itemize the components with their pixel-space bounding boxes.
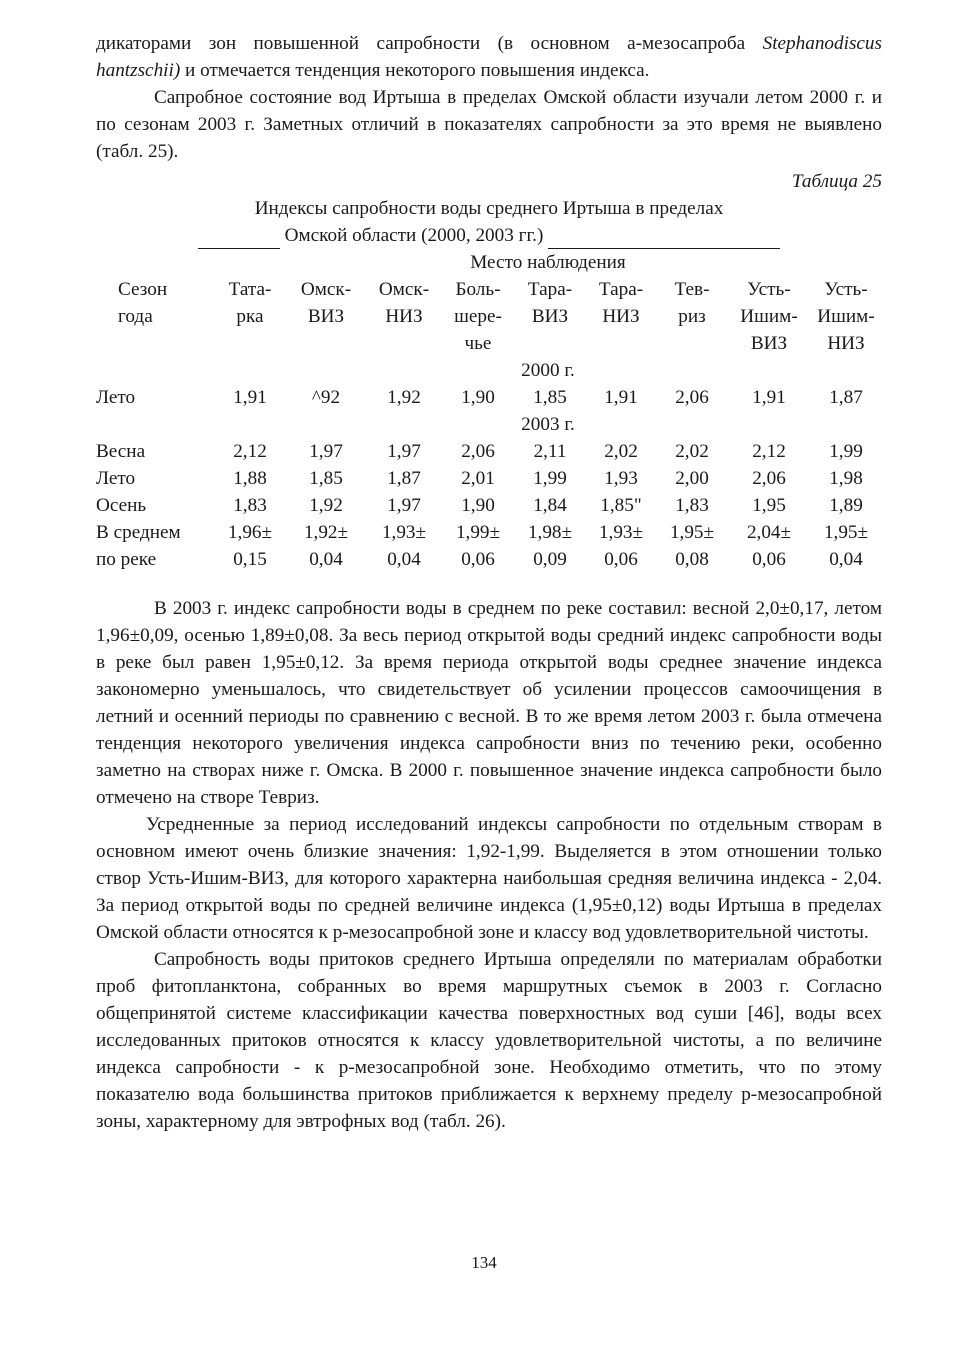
spacer bbox=[96, 573, 882, 595]
avg-value: 1,95± bbox=[823, 522, 869, 543]
table-row bbox=[96, 465, 882, 492]
table-cell: 1,95 bbox=[752, 495, 786, 516]
table-cell: 1,91 bbox=[233, 387, 267, 408]
avg-error: 0,06 bbox=[752, 549, 786, 570]
col-header-tara-niz: Тара- НИЗ bbox=[598, 279, 644, 327]
avg-value: 1,98± bbox=[527, 522, 573, 543]
table-cell: 1,85" bbox=[600, 495, 642, 516]
avg-error: 0,15 bbox=[233, 549, 267, 570]
table-header-columns-row bbox=[96, 276, 882, 357]
table-cell bbox=[442, 519, 514, 573]
title-underline-left bbox=[198, 227, 280, 249]
table-cell bbox=[286, 519, 366, 573]
table-cell: 1,90 bbox=[461, 495, 495, 516]
intro-text-2: и отмечается тенденция некоторого повышения индекса. bbox=[180, 60, 650, 81]
avg-value: 1,95± bbox=[669, 522, 715, 543]
avg-error: 0,04 bbox=[387, 549, 421, 570]
table-cell: 1,88 bbox=[233, 468, 267, 489]
col-header-omsk-niz: Омск- НИЗ bbox=[378, 279, 430, 327]
table-cell bbox=[514, 519, 586, 573]
average-label-line2: по реке bbox=[96, 549, 157, 570]
table-cell: 1,83 bbox=[233, 495, 267, 516]
col-header-tara-viz: Тара- ВИЗ bbox=[527, 279, 573, 327]
table-cell: 1,89 bbox=[829, 495, 863, 516]
year-2000-label: 2000 г. bbox=[521, 360, 575, 381]
table-cell: 1,90 bbox=[461, 387, 495, 408]
place-header: Место наблюдения bbox=[470, 252, 626, 273]
table-cell: 1,83 bbox=[675, 495, 709, 516]
table-cell: 2,12 bbox=[233, 441, 267, 462]
col-header-ust-ishim-viz: Усть- Ишим- ВИЗ bbox=[740, 279, 798, 354]
table-cell: 2,06 bbox=[461, 441, 495, 462]
table-cell: 1,99 bbox=[533, 468, 567, 489]
avg-value: 1,92± bbox=[303, 522, 349, 543]
table-cell bbox=[728, 519, 810, 573]
table-cell: 1,97 bbox=[309, 441, 343, 462]
intro-paragraph bbox=[96, 30, 882, 84]
table-cell: 1,92 bbox=[387, 387, 421, 408]
title-underline-right bbox=[548, 227, 780, 249]
avg-value: 1,96± bbox=[227, 522, 273, 543]
table-cell: 1,91 bbox=[752, 387, 786, 408]
table-row bbox=[96, 438, 882, 465]
table-row-average bbox=[96, 519, 882, 573]
table-title-line1: Индексы сапробности воды среднего Иртыша в пределах bbox=[254, 198, 724, 219]
col-header-ust-ishim-niz: Усть- Ишим- НИЗ bbox=[817, 279, 875, 354]
season-label: Лето bbox=[96, 468, 136, 489]
avg-error: 0,08 bbox=[675, 549, 709, 570]
table-cell: 2,11 bbox=[533, 441, 567, 462]
page-content bbox=[96, 30, 882, 1135]
paragraph-averaged-indices: Усредненные за период исследований индексы сапробности по отдельным створам в основном имеют очень близкие значения: 1,92-1,99. Выделяется в этом отношении только створ Усть-Ишим-ВИЗ, для которого характерна наибольшая средняя величина индекса - 2,04. За период открытой воды по средней величине индекса (1,95±0,12) воды Иртыша в пределах Омской области относятся к р-мезосапробной зоне и классу вод удовлетворительной чистоты. bbox=[96, 814, 882, 943]
table-cell: 2,02 bbox=[604, 441, 638, 462]
col-header-tatarka: Тата- рка bbox=[228, 279, 272, 327]
table-cell bbox=[810, 519, 882, 573]
table-cell: 2,01 bbox=[461, 468, 495, 489]
table-header-place-row bbox=[96, 249, 882, 276]
table-cell: 1,93 bbox=[604, 468, 638, 489]
table-cell: 2,06 bbox=[675, 387, 709, 408]
col-header-omsk-viz: Омск- ВИЗ bbox=[300, 279, 352, 327]
table-cell bbox=[366, 519, 442, 573]
table-row bbox=[96, 384, 882, 411]
table-cell: 1,85 bbox=[309, 468, 343, 489]
table-cell: 1,97 bbox=[387, 441, 421, 462]
avg-error: 0,06 bbox=[461, 549, 495, 570]
avg-value: 2,04± bbox=[746, 522, 792, 543]
paragraph-saprobic-state: Сапробное состояние вод Иртыша в пределах Омской области изучали летом 2000 г. и по сезонам 2003 г. Заметных отличий в показателях сапробности за это время не выявлено (табл. 25). bbox=[96, 87, 882, 162]
table-title bbox=[96, 195, 882, 249]
intro-text-1: дикаторами зон повышенной сапробности (в основном а-мезосапроба bbox=[96, 33, 763, 54]
season-header: Сезон года bbox=[118, 279, 168, 327]
table-cell: ^92 bbox=[311, 387, 341, 408]
table-row bbox=[96, 492, 882, 519]
table-cell: 1,92 bbox=[309, 495, 343, 516]
avg-value: 1,93± bbox=[381, 522, 427, 543]
season-label: Осень bbox=[96, 495, 147, 516]
table-cell bbox=[214, 519, 286, 573]
table-cell: 1,87 bbox=[387, 468, 421, 489]
table-title-line2: Омской области (2000, 2003 гг.) bbox=[284, 225, 544, 246]
season-label: Лето bbox=[96, 387, 136, 408]
average-label bbox=[96, 519, 214, 573]
average-label-line1: В среднем bbox=[96, 522, 181, 543]
season-label: Весна bbox=[96, 441, 146, 462]
table-cell: 1,98 bbox=[829, 468, 863, 489]
table-cell: 1,85 bbox=[533, 387, 567, 408]
saprobity-table bbox=[96, 249, 882, 573]
table-cell bbox=[656, 519, 728, 573]
avg-value: 1,99± bbox=[455, 522, 501, 543]
col-header-bolsherechye: Боль- шере- чье bbox=[454, 279, 502, 354]
species-name: Stephanodiscus hantzschii) bbox=[96, 33, 882, 81]
col-header-tevriz: Тев- риз bbox=[674, 279, 710, 327]
table-cell bbox=[586, 519, 656, 573]
table-cell: 1,99 bbox=[829, 441, 863, 462]
table-cell: 1,97 bbox=[387, 495, 421, 516]
paragraph-2003-index: В 2003 г. индекс сапробности воды в среднем по реке составил: весной 2,0±0,17, летом 1,96±0,09, осенью 1,89±0,08. За весь период открытой воды средний индекс сапробности воды в реке был равен 1,95±0,12. За время периода открытой воды среднее значение индекса закономерно уменьшалось, что свидетельствует об усилении процессов самоочищения в летний и осенний периоды по сравнению с весной. В то же время летом 2003 г. была отмечена тенденция некоторого увеличения индекса сапробности вниз по течению реки, особенно заметно на створах ниже г. Омска. В 2000 г. повышенное значение индекса сапробности было отмечено на створе Тевриз. bbox=[96, 598, 882, 808]
table-cell: 1,91 bbox=[604, 387, 638, 408]
table-cell: 1,87 bbox=[829, 387, 863, 408]
avg-error: 0,06 bbox=[604, 549, 638, 570]
table-cell: 2,12 bbox=[752, 441, 786, 462]
avg-error: 0,04 bbox=[309, 549, 343, 570]
avg-error: 0,04 bbox=[829, 549, 863, 570]
avg-value: 1,93± bbox=[598, 522, 644, 543]
year-2000-row bbox=[96, 357, 882, 384]
table-cell: 2,02 bbox=[675, 441, 709, 462]
year-2003-row bbox=[96, 411, 882, 438]
paragraph-tributaries: Сапробность воды притоков среднего Иртыша определяли по материалам обработки проб фитопланктона, собранных во время маршрутных съемок в 2003 г. Согласно общепринятой системе классификации качества поверхностных вод суши [46], воды всех исследованных притоков относятся к классу удовлетворительной чистоты, а по величине индекса сапробности - к р-мезосапробной зоне. Необходимо отметить, что по этому показателю вода большинства притоков приближается к верхнему пределу р-мезосапробной зоны, характерному для эвтрофных вод (табл. 26). bbox=[96, 949, 882, 1132]
table-cell: 1,84 bbox=[533, 495, 567, 516]
table-cell: 2,06 bbox=[752, 468, 786, 489]
avg-error: 0,09 bbox=[533, 549, 567, 570]
table-cell: 2,00 bbox=[675, 468, 709, 489]
table-number: Таблица 25 bbox=[791, 171, 882, 192]
page-number: 134 bbox=[471, 1253, 497, 1272]
year-2003-label: 2003 г. bbox=[521, 414, 575, 435]
